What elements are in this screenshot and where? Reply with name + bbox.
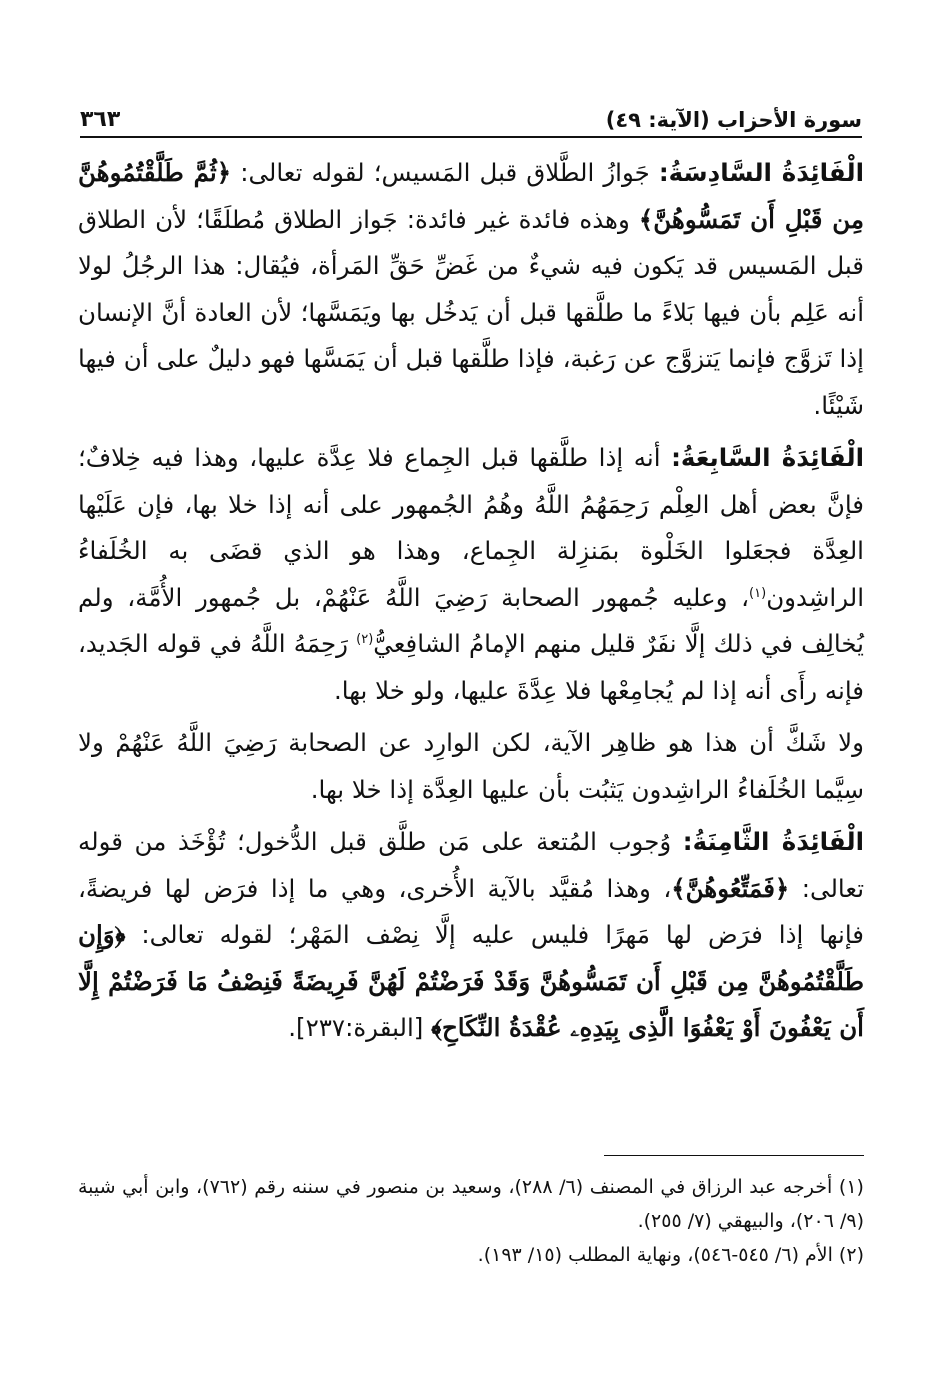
paragraph-text: وهذه فائدة غير فائدة: جَواز الطلاق مُطلَقًا؛ لأن الطلاق قبل المَسيس قد يَكون فيه شيءٌ من غَضِّ حَقِّ المَرأة، فيُقال: هذا الرجُلُ لولا أنه عَلِم بأن فيها بَلاءً ما طلَّقها قبل أن يَدخُل بها ويَمَسَّها؛ لأن العادة أنَّ الإنسان إذا تَزوَّج فإنما يَتزوَّج عن رَغبة، فإذا طلَّقها قبل أن يَمَسَّها فهو دليلٌ على أن فيها شَيْئًا.	[78, 204, 864, 420]
paragraph-text: ، وهذا مُقيَّد بالآية الأُخرى، وهي ما إذا فرَض لها فريضةً، فإنها إذا فرَض لها مَهرًا فليس عليه إلَّا نِصْف المَهْر؛ لقوله تعالى:	[78, 873, 864, 949]
paragraph-text: جَوازُ الطَّلاق قبل المَسيس؛ لقوله تعالى:	[231, 158, 659, 187]
paragraph-benefit-8	[78, 819, 864, 1052]
footnote-2: (٢) الأم (٦/ ٥٤٥-٥٤٦)، ونهاية المطلب (١٥/ ١٩٣).	[477, 1244, 864, 1266]
benefit-heading: الْفَائِدَةُ السَّادِسَةُ:	[658, 158, 864, 187]
quran-verse: ﴿وَإِن طَلَّقْتُمُوهُنَّ مِن قَبْلِ أَن تَمَسُّوهُنَّ وَقَدْ فَرَضْتُمْ لَهُنَّ فَرِيضَةً فَنِصْفُ مَا فَرَضْتُمْ إِلَّا أَن يَعْفُونَ أَوْ يَعْفُوَا الَّذِى بِيَدِهِۦ عُقْدَةُ النِّكَاحِ﴾	[78, 920, 864, 1042]
footnote-divider	[604, 1155, 864, 1156]
main-text	[78, 150, 864, 1052]
running-title: سورة الأحزاب (الآية: ٤٩)	[605, 108, 862, 132]
quran-verse: ﴿فَمَتِّعُوهُنَّ﴾	[671, 873, 790, 903]
benefit-heading: الْفَائِدَةُ السَّابِعَةُ:	[671, 443, 865, 472]
footnote-ref: (٢)	[356, 631, 374, 647]
paragraph-text: ، وعليه جُمهور الصحابة رَضِيَ اللَّهُ عَنْهُمْ، بل جُمهور الأُمَّة، ولم يُخالِف في ذلك إلَّا نفَرٌ قليل منهم الإمامُ الشافِعيُّ	[78, 582, 865, 658]
paragraph-text: رَحِمَهُ اللَّهُ في قوله الجَديد، فإنه رأَى أنه إذا لم يُجامِعْها فلا عِدَّةَ عليها، ولو خلا بها.	[78, 629, 864, 705]
page-number: ٣٦٣	[80, 107, 121, 132]
footnote-ref: (١)	[749, 585, 767, 601]
footnote-1: (١) أخرجه عبد الرزاق في المصنف (٦/ ٢٨٨)، وسعيد بن منصور في سننه رقم (٧٦٢)، وابن أبي شيبة (٩/ ٢٠٦)، والبيهقي (٧/ ٢٥٥).	[78, 1176, 864, 1232]
paragraph-text: ولا شَكَّ أن هذا هو ظاهِر الآية، لكن الوارِد عن الصحابة رَضِيَ اللَّهُ عَنْهُمْ ولا سِيَّما الخُلَفاءُ الراشِدون يَثبُت بأن عليها العِدَّة إذا خلا بها.	[78, 728, 864, 804]
paragraph-benefit-6	[78, 150, 864, 429]
footnotes	[78, 1170, 864, 1272]
verse-reference: [البقرة:٢٣٧].	[288, 1013, 432, 1042]
benefit-heading: الْفَائِدَةُ الثَّامِنَةُ:	[682, 827, 864, 856]
paragraph-comment	[78, 720, 864, 813]
page-header	[80, 88, 862, 138]
quran-verse: ﴿ثُمَّ طَلَّقْتُمُوهُنَّ مِن قَبْلِ أَن تَمَسُّوهُنَّ﴾	[78, 158, 864, 234]
paragraph-text: أنه إذا طلَّقها قبل الجِماع فلا عِدَّة عليها، وهذا فيه خِلافٌ؛ فإنَّ بعض أهل العِلْم رَحِمَهُمُ اللَّهُ وهُمُ الجُمهور على أنه إذا خلا بها، فإن عَلَيْها العِدَّة فجعَلوا الخَلْوة بمَنزِلة الجِماع، وهذا هو الذي قضَى به الخُلَفاءُ الراشِدون	[78, 443, 864, 612]
paragraph-benefit-7	[78, 435, 864, 714]
paragraph-text: وُجوب المُتعة على مَن طلَّق قبل الدُّخول؛ تُؤْخَذ من قوله تعالى:	[78, 827, 865, 903]
